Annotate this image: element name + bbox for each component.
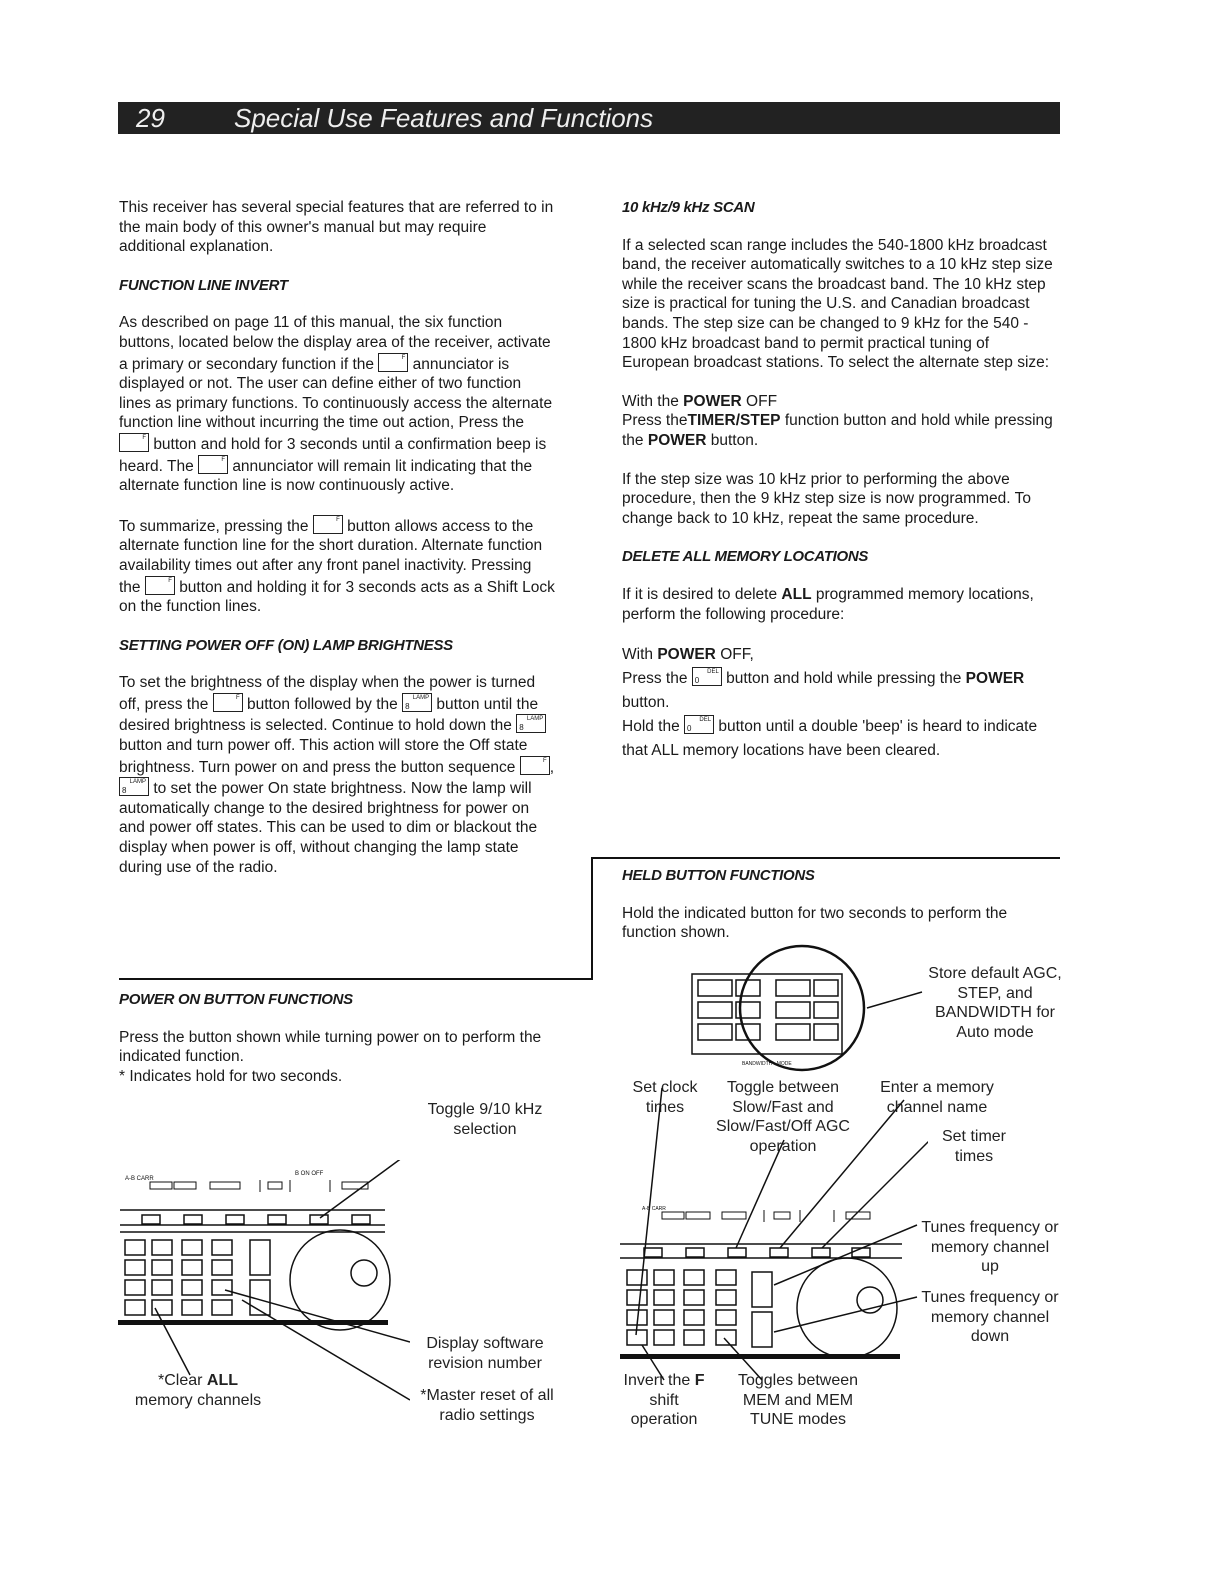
label-toggle-khz: Toggle 9/10 kHz selection bbox=[427, 1101, 543, 1138]
power-on-heading: POWER ON BUTTON FUNCTIONS bbox=[119, 991, 353, 1008]
scan-result-paragraph: If the step size was 10 kHz prior to performing the above procedure, then the 9 kHz step size is now programmed. To change back to 10 kHz, repeat the same procedure. bbox=[622, 470, 1031, 527]
delete-memory-paragraph: If it is desired to delete ALL programmed memory locations, perform the following procedure: bbox=[622, 585, 1034, 623]
label-enter-memory: Enter a memory channel name bbox=[880, 1079, 994, 1116]
scan-procedure: With the POWER OFF Press theTIMER/STEP function button and hold while pressing the POWER button. bbox=[622, 392, 1053, 449]
f-key-icon: F bbox=[119, 433, 149, 452]
radio-front-panel-diagram-left bbox=[110, 1160, 410, 1430]
lamp-brightness-heading: SETTING POWER OFF (ON) LAMP BRIGHTNESS bbox=[119, 636, 453, 654]
f-key-icon: F bbox=[378, 353, 408, 372]
label-set-clock: Set clock times bbox=[632, 1079, 698, 1116]
power-on-paragraph: Press the button shown while turning power on to perform the indicated function. bbox=[119, 1028, 542, 1066]
section-divider bbox=[119, 978, 592, 980]
label-toggle-agc: Toggle between Slow/Fast and Slow/Fast/Off AGC operation bbox=[716, 1079, 850, 1155]
function-line-invert-paragraph: As described on page 11 of this manual, the six function buttons, located below the display area of the receiver, activate a primary or secondary function if the F annunciator is displayed or not. The user can define either of two function lines as primary functions. To continuously access the alternate function line without incurring the time out action, Press the F button and hold for 3 seconds until a confirmation beep is heard. The F annunciator will remain lit indicating that the alternate function line is now continuously active. bbox=[119, 314, 553, 495]
label-display-revision: Display software revision number bbox=[426, 1335, 544, 1372]
right-column bbox=[622, 198, 1060, 763]
left-column bbox=[119, 198, 557, 896]
svg-text:A-B CARR: A-B CARR bbox=[125, 1176, 154, 1182]
scan-heading: 10 kHz/9 kHz SCAN bbox=[622, 199, 755, 216]
svg-text:B ON OFF: B ON OFF bbox=[295, 1171, 324, 1177]
lamp-key-icon: LAMP 8 bbox=[402, 693, 432, 712]
scan-paragraph: If a selected scan range includes the 540-1800 kHz broadcast band, the receiver automatically switches to a 10 kHz step size while the receiver scans the broadcast band. The 10 kHz step size is practical for tuning the U.S. and Canadian broadcast bands. The step size can be changed to 9 kHz for the 540 - 1800 kHz broadcast band to permit practical tuning of European broadcast stations. To select the alternate step size: bbox=[622, 236, 1053, 372]
label-master-reset: *Master reset of all radio settings bbox=[420, 1387, 554, 1424]
f-key-icon: F bbox=[145, 576, 175, 595]
f-key-icon: F bbox=[213, 693, 243, 712]
intro-paragraph: This receiver has several special features that are referred to in the main body of this owner's manual but may require additional explanation. bbox=[119, 199, 554, 256]
del-key-icon: DEL 0 bbox=[684, 715, 714, 734]
held-button-section bbox=[622, 866, 1060, 943]
label-set-timer: Set timer times bbox=[941, 1128, 1006, 1165]
page-title: Special Use Features and Functions bbox=[234, 103, 654, 133]
delete-memory-heading: DELETE ALL MEMORY LOCATIONS bbox=[622, 548, 869, 566]
held-button-paragraph: Hold the indicated button for two seconds to perform the function shown. bbox=[622, 904, 1008, 942]
f-key-icon: F bbox=[520, 756, 550, 775]
label-toggles-mem: Toggles between MEM and MEM TUNE modes bbox=[737, 1372, 859, 1428]
label-invert-f: Invert the F shift operation bbox=[623, 1372, 705, 1428]
lamp-key-icon: LAMP 8 bbox=[516, 714, 546, 733]
label-store-default: Store default AGC, STEP, and BANDWIDTH for Auto mode bbox=[928, 965, 1062, 1041]
section-divider bbox=[591, 857, 1060, 859]
function-line-invert-heading: FUNCTION LINE INVERT bbox=[119, 276, 288, 294]
lamp-brightness-paragraph: To set the brightness of the display when the power is turned off, press the F button followed by the LAMP 8 button until the desired brightness is selected. Continue to hold down the LAMP 8 button and turn power off. This action will store the Off state brightness. Turn power on and press the button sequence F , LAMP 8 to set the power On state brightness. Now the lamp will automatically change to the desired brightness for power on and power off states. This can be used to dim or blackout the display when power is off, without changing the lamp state during use of the radio. bbox=[119, 674, 554, 876]
delete-procedure: With POWER OFF, Press the DEL 0 button and hold while pressing the POWER button. Hold the DEL 0 button until a double 'beep' is heard to indicate that ALL memory locations have been cleared. bbox=[622, 646, 1038, 760]
summary-paragraph: To summarize, pressing the F button allows access to the alternate function line for the short duration. Alternate function availability times out after any front panel inactivity. Pressing the F button and holding it for 3 seconds acts as a Shift Lock on the function lines. bbox=[119, 516, 555, 616]
del-key-icon: DEL 0 bbox=[692, 667, 722, 686]
page-number: 29 bbox=[136, 103, 165, 133]
radio-front-panel-diagram-right bbox=[612, 940, 928, 1400]
page-header bbox=[118, 102, 1060, 134]
power-on-section bbox=[119, 990, 559, 1086]
svg-text:A-B CARR: A-B CARR bbox=[642, 1206, 666, 1212]
label-clear-all: *Clear ALL memory channels bbox=[134, 1372, 262, 1409]
svg-text:BANDWIDTH · MODE: BANDWIDTH · MODE bbox=[742, 1061, 792, 1067]
f-key-icon: F bbox=[313, 515, 343, 534]
section-divider-vertical bbox=[591, 858, 593, 980]
held-button-heading: HELD BUTTON FUNCTIONS bbox=[622, 867, 815, 884]
label-tunes-down: Tunes frequency or memory channel down bbox=[921, 1289, 1059, 1345]
power-on-note: * Indicates hold for two seconds. bbox=[119, 1067, 343, 1085]
f-key-icon: F bbox=[198, 455, 228, 474]
lamp-key-icon: LAMP 8 bbox=[119, 777, 149, 796]
label-tunes-up: Tunes frequency or memory channel up bbox=[921, 1219, 1059, 1275]
